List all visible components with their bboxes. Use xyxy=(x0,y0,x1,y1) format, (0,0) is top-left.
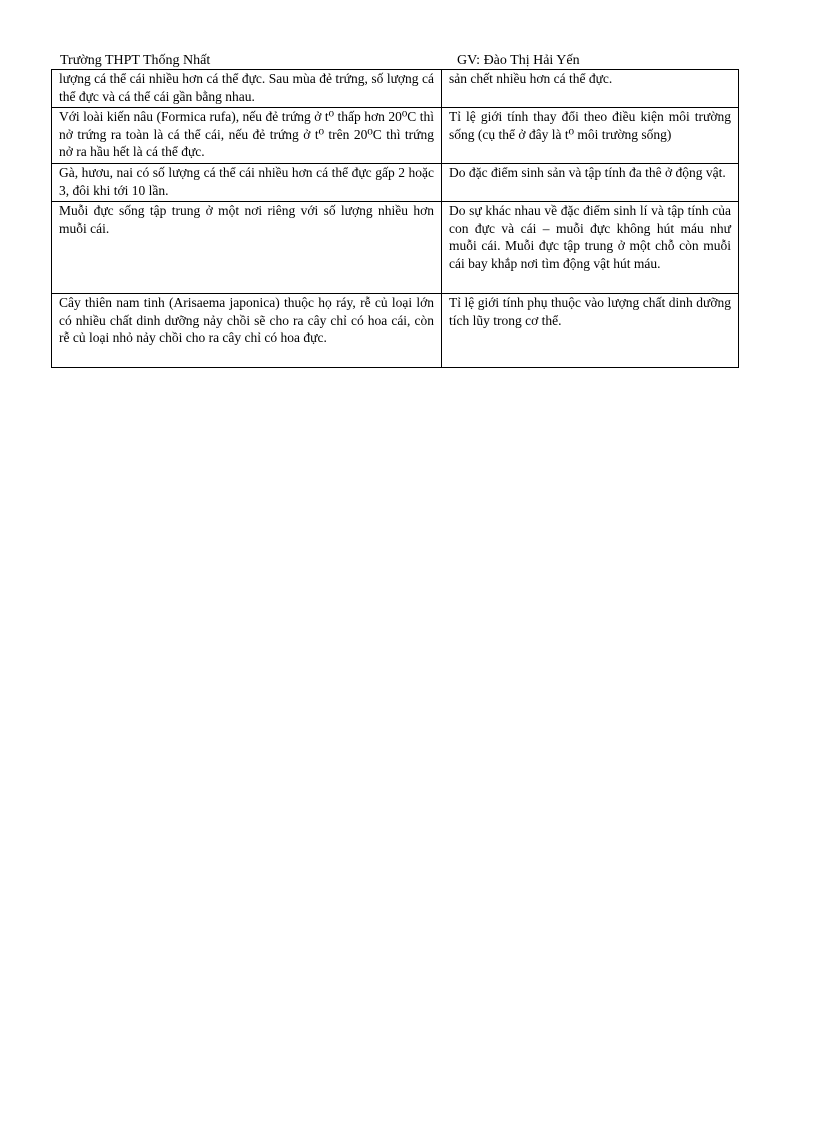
table-row xyxy=(52,294,739,368)
table-row xyxy=(52,202,739,294)
example-cell: lượng cá thể cái nhiều hơn cá thể đực. Sau mùa đẻ trứng, số lượng cá thể đực và cá thể cái gần bằng nhau. xyxy=(52,70,442,108)
example-cell: Cây thiên nam tinh (Arisaema japonica) thuộc họ ráy, rễ củ loại lớn có nhiều chất dinh dưỡng nảy chồi sẽ cho ra cây chỉ có hoa cái, còn rễ củ loại nhỏ nảy chồi cho ra cây chỉ có hoa đực. xyxy=(52,294,442,368)
example-cell: Với loài kiến nâu (Formica rufa), nếu đẻ trứng ở t⁰ thấp hơn 20⁰C thì nở trứng ra toàn là cá thể cái, nếu đẻ trứng ở t⁰ trên 20⁰C thì trứng nở ra hầu hết là cá thể đực. xyxy=(52,108,442,164)
explanation-cell: Do đặc điểm sinh sản và tập tính đa thê ở động vật. xyxy=(442,164,739,202)
table-row xyxy=(52,70,739,108)
example-cell: Gà, hươu, nai có số lượng cá thể cái nhiều hơn cá thể đực gấp 2 hoặc 3, đôi khi tới 10 lần. xyxy=(52,164,442,202)
table-row xyxy=(52,164,739,202)
table-row xyxy=(52,108,739,164)
explanation-cell: sản chết nhiều hơn cá thể đực. xyxy=(442,70,739,108)
example-cell: Muỗi đực sống tập trung ở một nơi riêng với số lượng nhiều hơn muỗi cái. xyxy=(52,202,442,294)
sex-ratio-table xyxy=(51,69,739,368)
explanation-cell: Do sự khác nhau về đặc điểm sinh lí và tập tính của con đực và cái – muỗi đực không hút máu như muỗi cái. Muỗi đực tập trung ở một chỗ còn muỗi cái bay khắp nơi tìm động vật hút máu. xyxy=(442,202,739,294)
explanation-cell: Tỉ lệ giới tính thay đổi theo điều kiện môi trường sống (cụ thể ở đây là t⁰ môi trường sống) xyxy=(442,108,739,164)
page-header xyxy=(58,52,738,70)
school-name: Trường THPT Thống Nhất xyxy=(60,53,211,68)
teacher-name: GV: Đào Thị Hải Yến xyxy=(457,53,580,68)
explanation-cell: Tỉ lệ giới tính phụ thuộc vào lượng chất dinh dưỡng tích lũy trong cơ thể. xyxy=(442,294,739,368)
